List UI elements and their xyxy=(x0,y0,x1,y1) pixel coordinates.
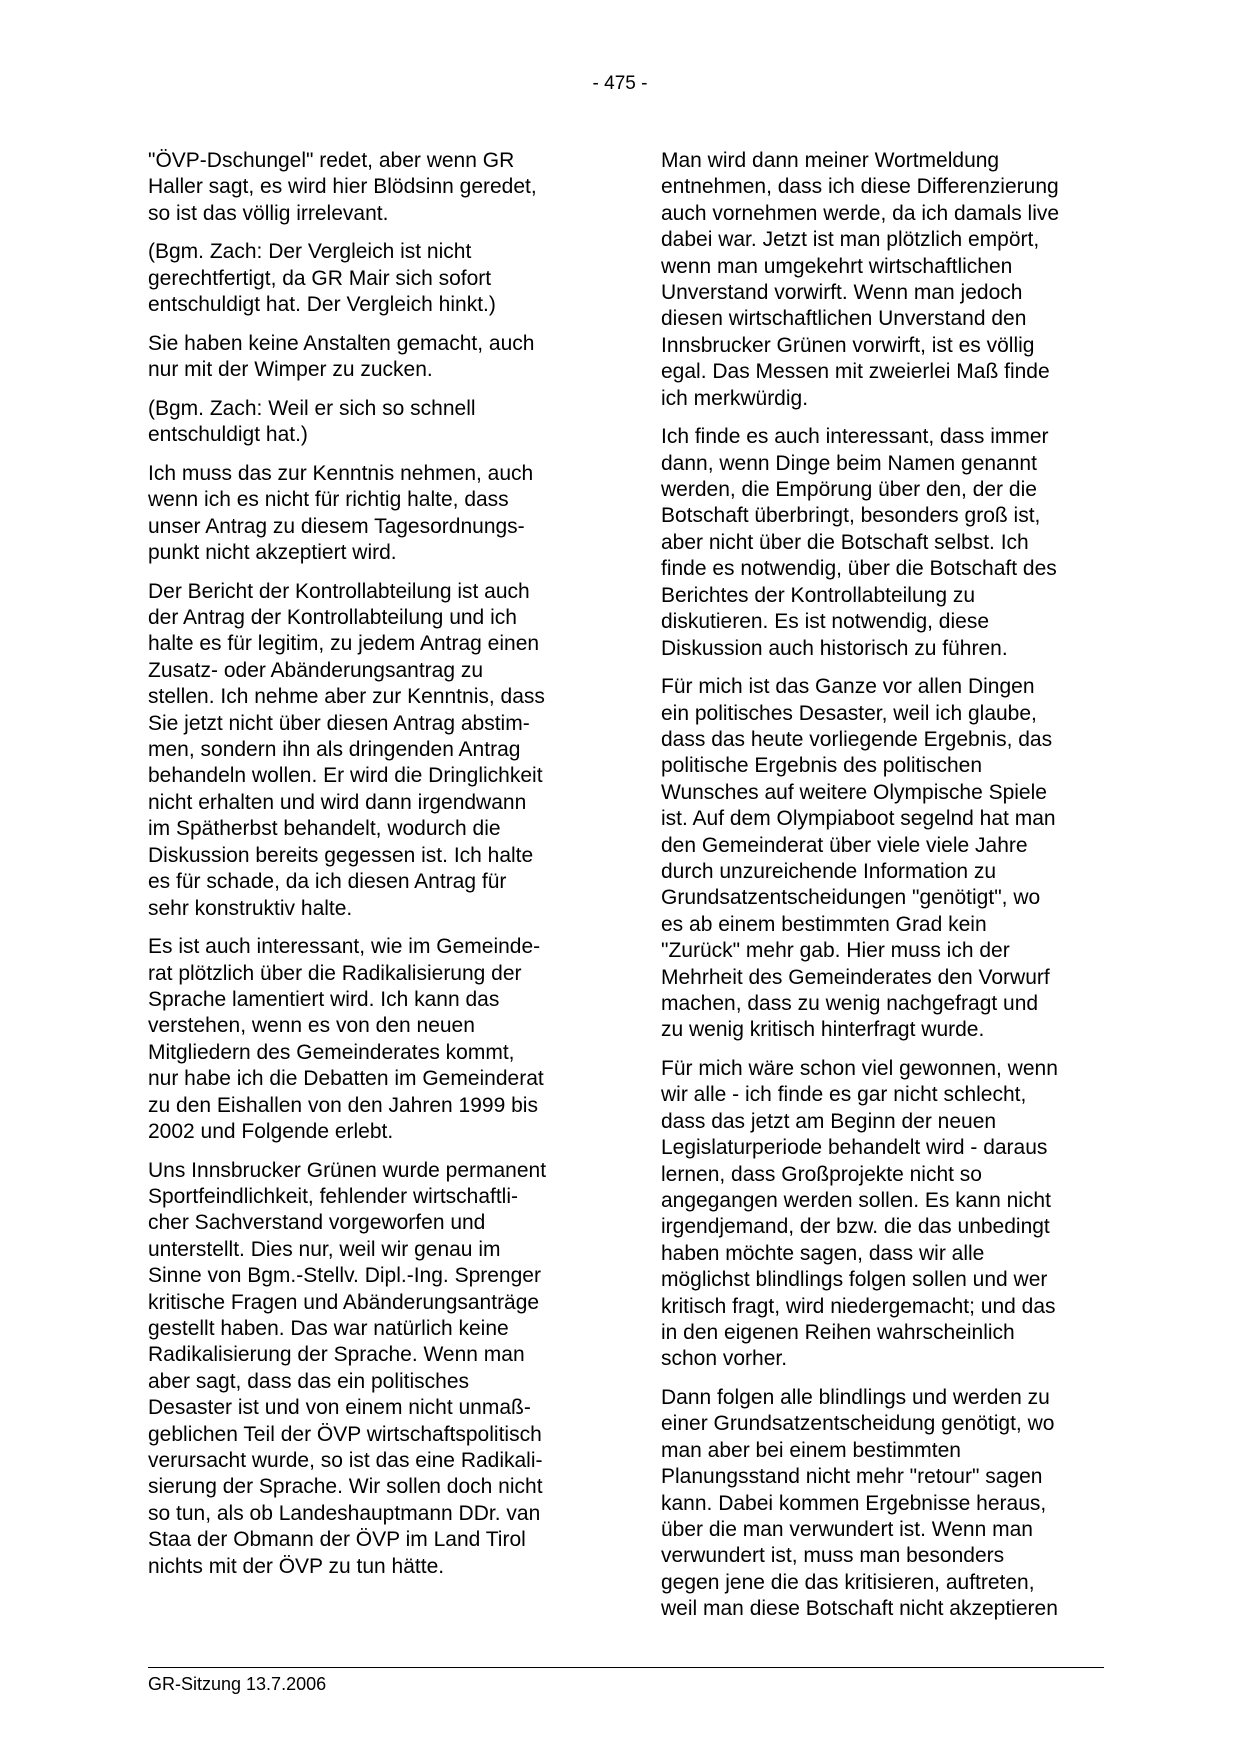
paragraph: Ich finde es auch interessant, dass immer dann, wenn Dinge beim Namen genannt werden, die Empörung über den, der die Botschaft überbringt, besonders groß ist, aber nicht über die Botschaft selbst. Ich finde es notwendig, über die Botschaft des Berichtes der Kontrollabteilung zu diskutieren. Es ist notwendig, diese Diskussion auch historisch zu führen. xyxy=(661,425,1057,660)
left-column xyxy=(148,148,600,1592)
paragraph: Für mich wäre schon viel gewonnen, wenn wir alle - ich finde es gar nicht schlecht, dass das jetzt am Beginn der neuen Legislaturperiode behandelt wird - daraus lernen, dass Großprojekte nicht so angegangen werden sollen. Es kann nicht irgendjemand, der bzw. die das unbedingt haben möchte sagen, dass wir alle möglichst blindlings folgen sollen und wer kritisch fragt, wird niedergemacht; und das in den eigenen Reihen wahrscheinlich schon vorher. xyxy=(661,1056,1058,1371)
footer-divider xyxy=(148,1667,1104,1668)
paragraph: "ÖVP-Dschungel" redet, aber wenn GR Haller sagt, es wird hier Blödsinn geredet, so ist das völlig irrelevant. xyxy=(148,149,537,225)
footer-session-label: GR-Sitzung 13.7.2006 xyxy=(148,1674,327,1694)
paragraph: Man wird dann meiner Wortmeldung entnehmen, dass ich diese Differenzierung auch vornehmen werde, da ich damals live dabei war. Jetzt ist man plötzlich empört, wenn man umgekehrt wirtschaftlichen Unverstand vorwirft. Wenn man jedoch diesen wirtschaftlichen Unverstand den Innsbrucker Grünen vorwirft, ist es völlig egal. Das Messen mit zweierlei Maß finde ich merkwürdig. xyxy=(661,149,1060,410)
paragraph: Der Bericht der Kontrollabteilung ist auch der Antrag der Kontrollabteilung und ich halte es für legitim, zu jedem Antrag einen Zusatz- oder Abänderungsantrag zu stellen. Ich nehme aber zur Kenntnis, dass Sie jetzt nicht über diesen Antrag abstim- men, sondern ihn als dringenden Antrag behandeln wollen. Er wird die Dringlichkeit nicht erhalten und wird dann irgendwann im Spätherbst behandelt, wodurch die Diskussion bereits gegessen ist. Ich halte es für schade, da ich diesen Antrag für sehr konstruktiv halte. xyxy=(148,579,545,920)
paragraph: Dann folgen alle blindlings und werden zu einer Grundsatzentscheidung genötigt, wo man aber bei einem bestimmten Planungsstand nicht mehr "retour" sagen kann. Dabei kommen Ergebnisse heraus, über die man verwundert ist. Wenn man verwundert ist, muss man besonders gegen jene die das kritisieren, auftreten, weil man diese Botschaft nicht akzeptieren xyxy=(661,1386,1058,1621)
paragraph: Sie haben keine Anstalten gemacht, auch nur mit der Wimper zu zucken. xyxy=(148,331,535,382)
paragraph: Uns Innsbrucker Grünen wurde permanent Sportfeindlichkeit, fehlender wirtschaftli- cher Sachverstand vorgeworfen und unterstellt. Dies nur, weil wir genau im Sinne von Bgm.-Stellv. Dipl.-Ing. Sprenger kritische Fragen und Abänderungsanträge gestellt haben. Das war natürlich keine Radikalisierung der Sprache. Wenn man aber sagt, dass das ein politisches Desaster ist und von einem nicht unmaß- geblichen Teil der ÖVP wirtschaftspolitisch verursacht wurde, so ist das eine Radikali- sierung der Sprache. Wir sollen doch nicht so tun, als ob Landeshauptmann DDr. van Staa der Obmann der ÖVP im Land Tirol nichts mit der ÖVP zu tun hätte. xyxy=(148,1158,547,1578)
paragraph: Für mich ist das Ganze vor allen Dingen ein politisches Desaster, weil ich glaube, dass das heute vorliegende Ergebnis, das politische Ergebnis des politischen Wunsches auf weitere Olympische Spiele ist. Auf dem Olympiaboot segelnd hat man den Gemeinderat über viele viele Jahre durch unzureichende Information zu Grundsatzentscheidungen "genötigt", wo es ab einem bestimmten Grad kein "Zurück" mehr gab. Hier muss ich der Mehrheit des Gemeinderates den Vorwurf machen, dass zu wenig nachgefragt und zu wenig kritisch hinterfragt wurde. xyxy=(661,675,1056,1042)
paragraph: Es ist auch interessant, wie im Gemeinde- rat plötzlich über die Radikalisierung der Sprache lamentiert wird. Ich kann das verstehen, wenn es von den neuen Mitgliedern des Gemeinderates kommt, nur habe ich die Debatten im Gemeinderat zu den Eishallen von den Jahren 1999 bis 2002 und Folgende erlebt. xyxy=(148,935,544,1143)
right-column xyxy=(661,148,1113,1635)
paragraph: (Bgm. Zach: Der Vergleich ist nicht gerechtfertigt, da GR Mair sich sofort entschuldigt hat. Der Vergleich hinkt.) xyxy=(148,240,496,317)
paragraph: (Bgm. Zach: Weil er sich so schnell entschuldigt hat.) xyxy=(148,396,476,447)
page-number: - 475 - xyxy=(592,73,648,94)
paragraph: Ich muss das zur Kenntnis nehmen, auch wenn ich es nicht für richtig halte, dass unser Antrag zu diesem Tagesordnungs- punkt nicht akzeptiert wird. xyxy=(148,461,534,565)
